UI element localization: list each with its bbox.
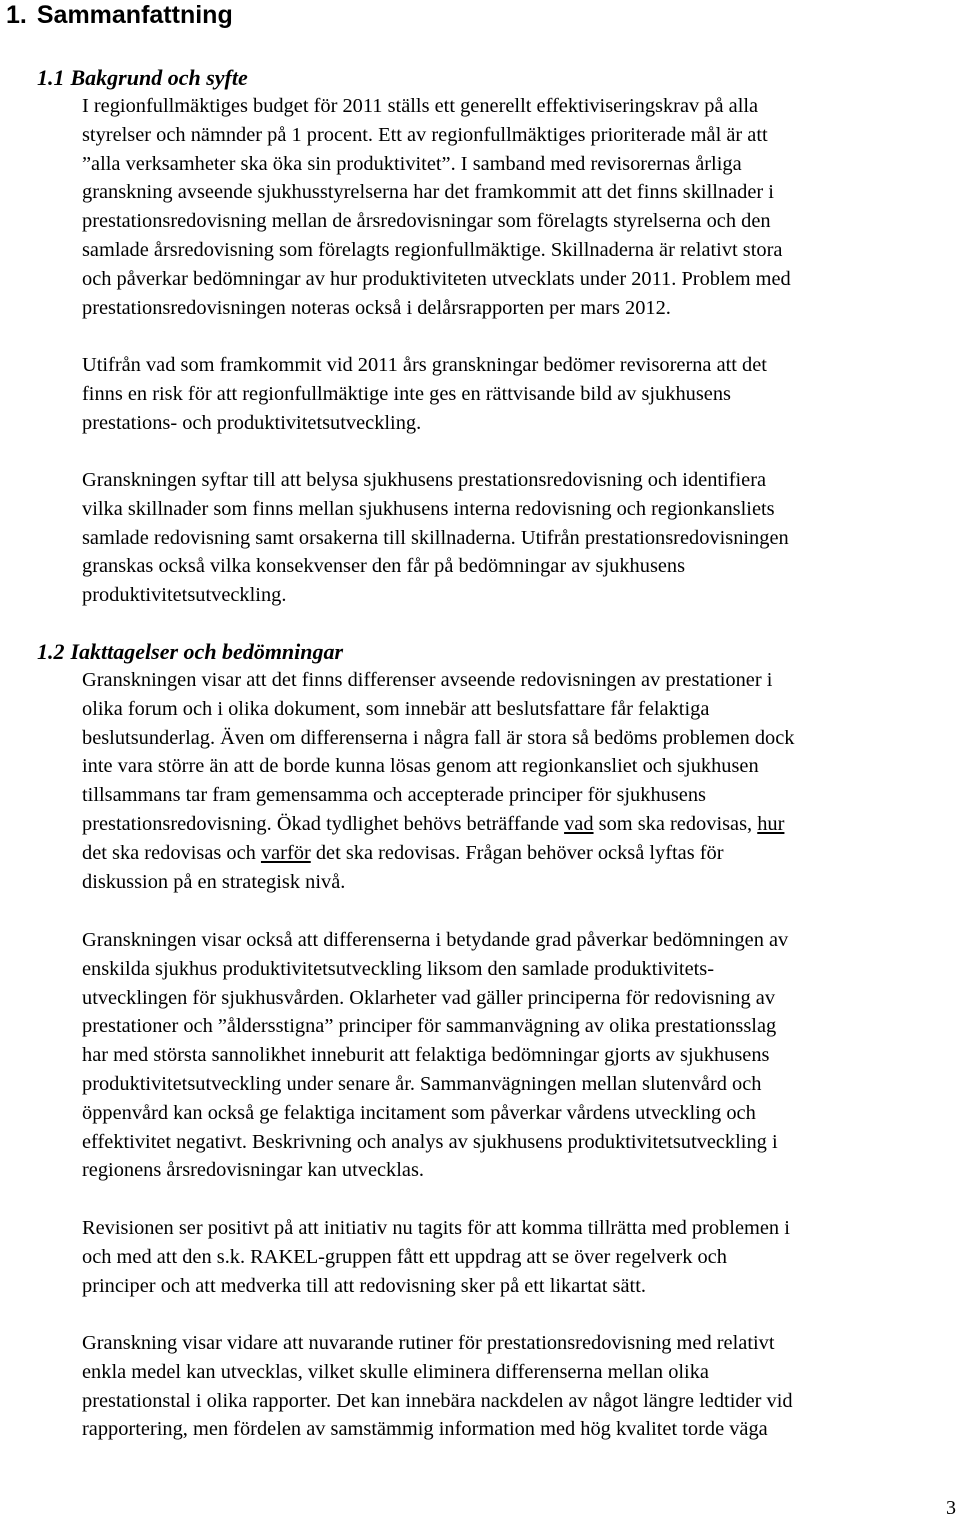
text-line: principer och att medverka till att redovisning sker på ett likartat sätt. (82, 1274, 646, 1297)
paragraph-rutiner (82, 1329, 958, 1444)
text-line: styrelser och nämnder på 1 procent. Ett av regionfullmäktiges prioriterade mål är att (82, 123, 768, 146)
paragraph-revisionen (82, 1214, 958, 1300)
text-line: enkla medel kan utvecklas, vilket skulle eliminera differenserna mellan olika (82, 1360, 709, 1383)
text-line: och påverkar bedömningar av hur produktiviteten utvecklats under 2011. Problem med (82, 267, 791, 290)
paragraph-produktivitet (82, 926, 958, 1185)
paragraph-syfte (82, 466, 958, 610)
section-title: Sammanfattning (36, 1, 233, 29)
text-line: finns en risk för att regionfullmäktige inte ges en rättvisande bild av sjukhusens (82, 382, 731, 405)
underlined-word-hur: hur (757, 812, 785, 835)
text-line: tillsammans tar fram gemensamma och accepterade principer för sjukhusens (82, 784, 706, 807)
text-line: enskilda sjukhus produktivitetsutveckling liksom den samlade produktivitets- (82, 957, 715, 980)
text-line: diskussion på en strategisk nivå. (82, 870, 346, 893)
text-line: prestationsredovisning mellan de årsredovisningar som förelagts styrelserna och den (82, 210, 771, 233)
text-line (82, 839, 958, 868)
subsection-heading-iakttagelser (37, 638, 343, 666)
text-line: och med att den s.k. RAKEL-gruppen fått ett uppdrag att se över regelverk och (82, 1245, 727, 1268)
text-line: Granskningen visar att det finns differenser avseende redovisningen av prestationer i (82, 669, 773, 691)
text-line: samlade redovisning samt orsakerna till skillnaderna. Utifrån prestationsredovisningen (82, 526, 789, 549)
paragraph-bakgrund (82, 92, 958, 322)
underlined-word-vad: vad (564, 812, 594, 835)
text-line: I regionfullmäktiges budget för 2011 ställs ett generellt effektiviseringskrav på alla (82, 95, 759, 117)
text-line: produktivitetsutveckling under senare år. Sammanvägningen mellan slutenvård och (82, 1072, 762, 1095)
subsection-title: Iakttagelser och bedömningar (70, 639, 344, 664)
underlined-word-varfor: varför (260, 841, 311, 864)
text-line: Granskningen syftar till att belysa sjukhusens prestationsredovisning och identifiera (82, 469, 767, 491)
text-line: Utifrån vad som framkommit vid 2011 års granskningar bedömer revisorerna att det (82, 354, 767, 376)
text-run: det ska redovisas. Frågan behöver också lyftas för (310, 841, 724, 864)
text-run: det ska redovisas och (82, 841, 261, 864)
subsection-title: Bakgrund och syfte (70, 65, 248, 90)
text-line: beslutsunderlag. Även om differenserna i några fall är stora så bedöms problemen dock (82, 726, 795, 749)
text-line: utvecklingen för sjukhusvården. Oklarheter vad gäller principerna för redovisning av (82, 986, 776, 1009)
text-line: prestationstal i olika rapporter. Det kan innebära nackdelen av något längre ledtider vid (82, 1389, 793, 1412)
subsection-number: 1.1 (37, 65, 65, 90)
text-line: prestations- och produktivitetsutveckling. (82, 411, 422, 434)
text-line: Granskning visar vidare att nuvarande rutiner för prestationsredovisning med relativt (82, 1332, 775, 1354)
text-line: Revisionen ser positivt på att initiativ nu tagits för att komma tillrätta med problemen i (82, 1217, 790, 1239)
text-line: ”alla verksamheter ska öka sin produktivitet”. I samband med revisorernas årliga (82, 152, 742, 175)
text-line: granskas också vilka konsekvenser den får på bedömningar av sjukhusens (82, 555, 686, 578)
text-line (82, 810, 958, 839)
text-line: samlade årsredovisning som förelagts regionfullmäktige. Skillnaderna är relativt stora (82, 238, 783, 261)
text-line: regionens årsredovisningar kan utvecklas. (82, 1159, 425, 1182)
section-number: 1. (6, 1, 27, 29)
subsection-number: 1.2 (37, 639, 65, 664)
paragraph-risk (82, 351, 958, 437)
text-line: rapportering, men fördelen av samstämmig information med hög kvalitet torde väga (82, 1418, 768, 1441)
text-line: har med största sannolikhet inneburit att felaktiga bedömningar gjorts av sjukhusens (82, 1044, 770, 1067)
text-line: vilka skillnader som finns mellan sjukhusens interna redovisning och regionkansliets (82, 497, 775, 520)
text-line: produktivitetsutveckling. (82, 584, 287, 607)
text-line: öppenvård kan också ge felaktiga incitament som påverkar vårdens utveckling och (82, 1101, 756, 1124)
text-line: prestationer och ”åldersstigna” principer för sammanvägning av olika prestationsslag (82, 1015, 777, 1038)
text-line: prestationsredovisningen noteras också i delårsrapporten per mars 2012. (82, 296, 671, 319)
text-line: inte vara större än att de borde kunna lösas genom att regionkansliet och sjukhusen (82, 755, 759, 778)
text-line: olika forum och i olika dokument, som innebär att beslutsfattare får felaktiga (82, 697, 710, 720)
text-line: granskning avseende sjukhusstyrelserna har det framkommit att det finns skillnader i (82, 181, 774, 204)
page-number: 3 (946, 1497, 956, 1519)
subsection-heading-bakgrund (37, 64, 248, 92)
text-run: som ska redovisas, (593, 812, 758, 835)
text-line: Granskningen visar också att differenserna i betydande grad påverkar bedömningen av (82, 929, 789, 951)
paragraph-differenser (82, 666, 958, 896)
text-line: effektivitet negativt. Beskrivning och analys av sjukhusens produktivitetsutveckling i (82, 1130, 778, 1153)
section-heading (6, 0, 233, 30)
text-run: prestationsredovisning. Ökad tydlighet behövs beträffande (82, 812, 565, 835)
